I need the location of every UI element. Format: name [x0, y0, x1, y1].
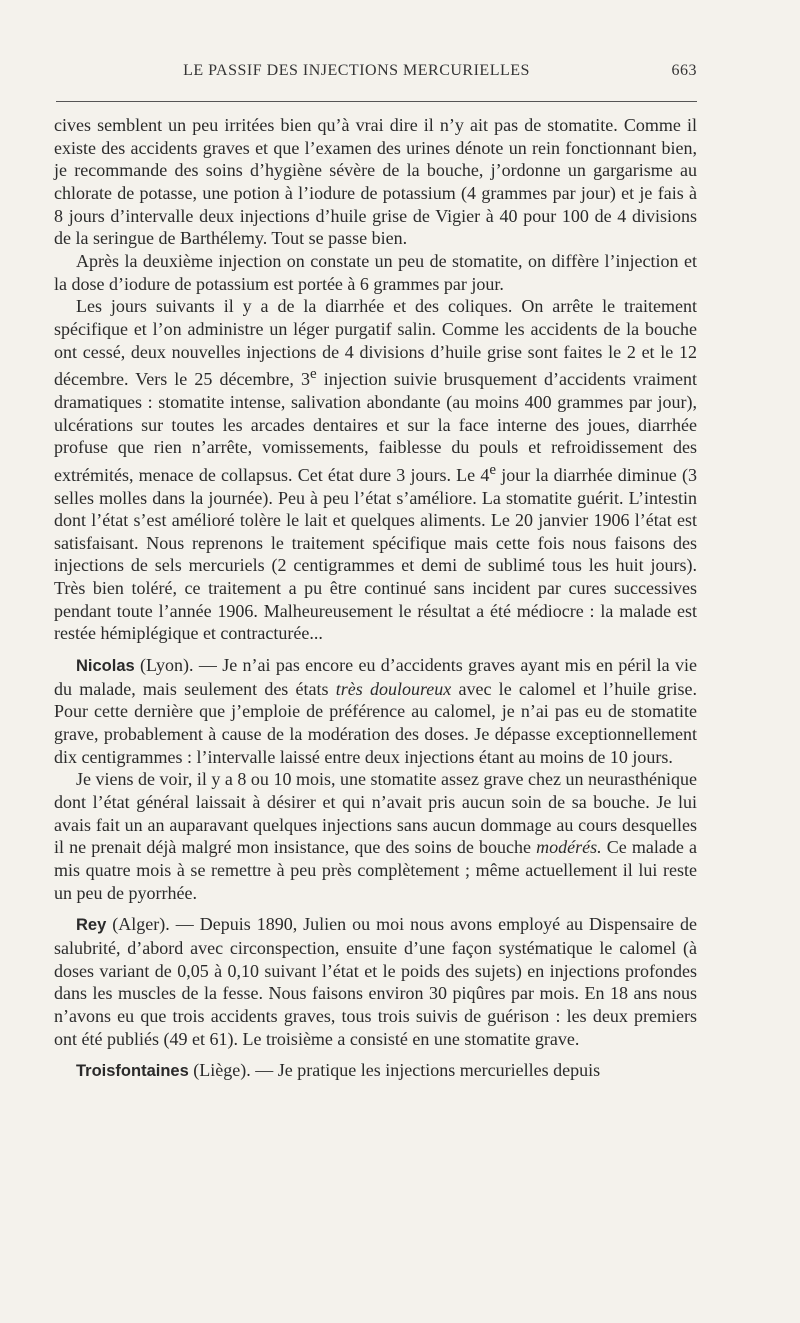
body-text — [54, 114, 697, 1083]
speaker-paragraph — [54, 1059, 697, 1083]
text-run: injection suivie brusquement d’accidents vraiment dramatiques : stomatite intense, salivation abondante (au moins 400 grammes par jour), ulcérations sur toutes les arcades dentaires et sur la face interne des joues, diarrhée profuse que rien n’arrête, vomissements, faiblesse du pouls et refroidissement des extrémités, menace de collapsus. Cet état dure 3 jours. Le 4 — [54, 369, 697, 485]
text-run: Je viens de voir, il y a 8 ou 10 mois, une stomatite assez grave chez un neurasthénique dont l’état général laissait à désirer et qui n’avait pris aucun soin de sa bouche. Je lui avais fait un an auparavant quelques injections sans aucun dommage au cours desquelles il ne prenait déjà malgré mon insistance, que des soins de bouche — [54, 769, 697, 858]
ordinal-superscript: e — [489, 461, 497, 478]
text-run: avec le calomel et l’huile grise. Pour cette dernière que j’emploie de préférence au calomel, je n’ai pas eu de stomatite grave, probablement à cause de la modération des doses. Je dépasse exceptionnellement dix centigrammes : l’intervalle laissé entre deux injections étant au moins de 10 jours. — [54, 678, 697, 767]
text-run: Ce malade a mis quatre mois à se remettre à peu près complètement ; même actuellement il lui reste un peu de pyorrhée. — [54, 837, 697, 903]
text-run: Les jours suivants il y a de la diarrhée et des coliques. On arrête le traitement spécifique et l’on administre un léger purgatif salin. Comme les accidents de la bouche ont cessé, deux nouvelles injections de 4 divisions d’huile grise sont faites le 2 et le 12 décembre. Vers le 25 décembre, 3 — [54, 296, 697, 390]
page-number: 663 — [671, 62, 697, 79]
paragraph — [54, 768, 697, 904]
running-head — [56, 62, 697, 80]
speaker-name: Rey — [76, 916, 107, 935]
paragraph — [54, 295, 697, 645]
running-title: LE PASSIF DES INJECTIONS MERCURIELLES — [183, 62, 530, 79]
speaker-paragraph — [54, 654, 697, 768]
speaker-paragraph — [54, 913, 697, 1050]
header-rule — [56, 101, 697, 102]
text-run: Après la deuxième injection on constate un peu de stomatite, on diffère l’injection et la dose d’iodure de potassium est portée à 6 grammes par jour. — [54, 250, 697, 294]
text-run: (Lyon). — Je n’ai pas encore eu d’accidents graves ayant mis en péril la vie du malade, mais seulement des états — [54, 655, 697, 699]
ordinal-superscript: e — [310, 366, 317, 383]
text-run: jour la diarrhée diminue (3 selles molles dans la journée). Peu à peu l’état s’améliore. La stomatite guérit. L’intestin dont l’état s’est amélioré tolère le lait et quelques aliments. Le 20 janvier 1906 l’état est satisfaisant. Nous reprenons le traitement spécifique mais cette fois nous faisons des injections de sels mercuriels (2 centigrammes et demi de sublimé tous les huit jours). Très bien toléré, ce traitement a pu être continué sans incident par cures successives pendant toute l’année 1906. Malheureusement le résultat a été médiocre : la malade est restée hémiplégique et contracturée... — [54, 464, 697, 644]
text-run: (Alger). — Depuis 1890, Julien ou moi nous avons employé au Dispensaire de salubrité, d’abord avec circonspection, ensuite d’une façon systématique le calomel (à doses variant de 0,05 à 0,10 suivant l’état et le poids des sujets) en injections profondes dans les muscles de la fesse. Nous faisons environ 30 piqûres par mois. En 18 ans nous n’avons eu que trois accidents graves, tous trois suivis de guérison : les deux premiers ont été publiés (49 et 61). Le troisième a consisté en une stomatite grave. — [54, 914, 697, 1049]
speaker-name: Nicolas — [76, 657, 135, 676]
paragraph — [54, 114, 697, 250]
speaker-name: Troisfontaines — [76, 1062, 189, 1081]
italic-text: modérés. — [536, 837, 602, 858]
italic-text: très douloureux — [335, 678, 452, 699]
text-run: (Liège). — Je pratique les injections mercurielles depuis — [188, 1060, 601, 1081]
text-run: cives semblent un peu irritées bien qu’à vrai dire il n’y ait pas de stomatite. Comme il existe des accidents graves et que l’examen des urines dénote un rein fonctionnant bien, je recommande des soins d’hygiène sévère de la bouche, j’ordonne un gargarisme au chlorate de potasse, une potion à l’iodure de potassium (4 grammes par jour) et je fais à 8 jours d’intervalle deux injections d’huile grise de Vigier à 40 pour 100 de 4 divisions de la seringue de Barthélemy. Tout se passe bien. — [54, 115, 697, 249]
paragraph — [54, 250, 697, 295]
